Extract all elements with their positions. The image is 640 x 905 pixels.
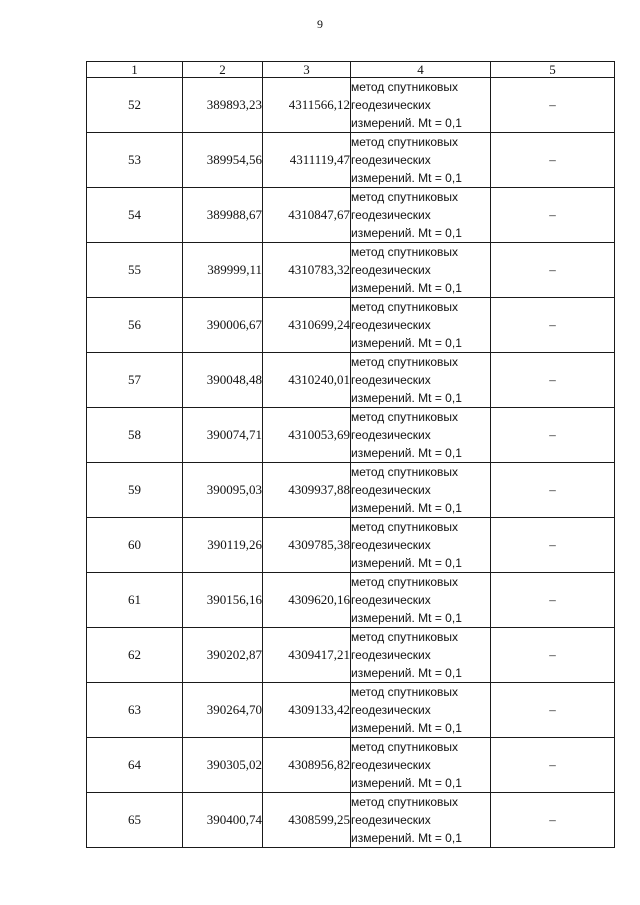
column-header-1: 1: [87, 62, 183, 78]
table-row: [87, 78, 615, 133]
y-coordinate-cell: 4311119,47: [263, 133, 351, 188]
y-coordinate-cell: 4310783,32: [263, 243, 351, 298]
method-line: геодезических: [351, 703, 431, 717]
y-coordinate-cell: 4310053,69: [263, 408, 351, 463]
method-line: измерений. Mt = 0,1: [351, 721, 462, 735]
note-cell: –: [491, 133, 615, 188]
point-number-cell: 63: [87, 683, 183, 738]
method-line: метод спутниковых: [351, 740, 459, 754]
note-cell: –: [491, 683, 615, 738]
method-cell: [351, 78, 491, 133]
method-line: измерений. Mt = 0,1: [351, 556, 462, 570]
method-line: геодезических: [351, 428, 431, 442]
method-line: геодезических: [351, 758, 431, 772]
method-line: измерений. Mt = 0,1: [351, 391, 462, 405]
note-cell: –: [491, 518, 615, 573]
method-line: метод спутниковых: [351, 190, 459, 204]
point-number-cell: 52: [87, 78, 183, 133]
method-line: измерений. Mt = 0,1: [351, 171, 462, 185]
table-row: [87, 298, 615, 353]
y-coordinate-cell: 4309785,38: [263, 518, 351, 573]
table-row: [87, 133, 615, 188]
method-cell: [351, 738, 491, 793]
table-row: [87, 463, 615, 518]
method-line: метод спутниковых: [351, 575, 459, 589]
y-coordinate-cell: 4310847,67: [263, 188, 351, 243]
y-coordinate-cell: 4310240,01: [263, 353, 351, 408]
method-cell: [351, 298, 491, 353]
y-coordinate-cell: 4309133,42: [263, 683, 351, 738]
y-coordinate-cell: 4308956,82: [263, 738, 351, 793]
x-coordinate-cell: 390095,03: [183, 463, 263, 518]
x-coordinate-cell: 390305,02: [183, 738, 263, 793]
table-row: [87, 628, 615, 683]
note-cell: –: [491, 408, 615, 463]
method-line: метод спутниковых: [351, 630, 459, 644]
method-cell: [351, 408, 491, 463]
method-line: геодезических: [351, 153, 431, 167]
method-line: измерений. Mt = 0,1: [351, 336, 462, 350]
method-line: измерений. Mt = 0,1: [351, 666, 462, 680]
method-cell: [351, 628, 491, 683]
point-number-cell: 55: [87, 243, 183, 298]
point-number-cell: 60: [87, 518, 183, 573]
point-number-cell: 59: [87, 463, 183, 518]
x-coordinate-cell: 389999,11: [183, 243, 263, 298]
method-line: метод спутниковых: [351, 795, 459, 809]
point-number-cell: 64: [87, 738, 183, 793]
x-coordinate-cell: 390156,16: [183, 573, 263, 628]
point-number-cell: 58: [87, 408, 183, 463]
point-number-cell: 57: [87, 353, 183, 408]
method-cell: [351, 353, 491, 408]
note-cell: –: [491, 298, 615, 353]
page-number: 9: [317, 17, 323, 31]
table-row: [87, 188, 615, 243]
method-line: геодезических: [351, 813, 431, 827]
table-row: [87, 408, 615, 463]
y-coordinate-cell: 4308599,25: [263, 793, 351, 848]
method-line: метод спутниковых: [351, 300, 459, 314]
method-line: геодезических: [351, 593, 431, 607]
method-line: измерений. Mt = 0,1: [351, 446, 462, 460]
method-cell: [351, 683, 491, 738]
y-coordinate-cell: 4310699,24: [263, 298, 351, 353]
point-number-cell: 61: [87, 573, 183, 628]
column-header-5: 5: [491, 62, 615, 78]
x-coordinate-cell: 390202,87: [183, 628, 263, 683]
method-line: измерений. Mt = 0,1: [351, 776, 462, 790]
table-row: [87, 573, 615, 628]
column-header-4: 4: [351, 62, 491, 78]
method-line: измерений. Mt = 0,1: [351, 116, 462, 130]
note-cell: –: [491, 463, 615, 518]
method-line: измерений. Mt = 0,1: [351, 501, 462, 515]
y-coordinate-cell: 4309937,88: [263, 463, 351, 518]
x-coordinate-cell: 390264,70: [183, 683, 263, 738]
table-body: [87, 78, 615, 848]
method-line: метод спутниковых: [351, 465, 459, 479]
table-row: [87, 518, 615, 573]
note-cell: –: [491, 628, 615, 683]
method-cell: [351, 243, 491, 298]
note-cell: –: [491, 188, 615, 243]
method-cell: [351, 188, 491, 243]
table-row: [87, 683, 615, 738]
table-row: [87, 793, 615, 848]
note-cell: –: [491, 793, 615, 848]
method-line: геодезических: [351, 318, 431, 332]
method-line: геодезических: [351, 648, 431, 662]
method-line: метод спутниковых: [351, 355, 459, 369]
x-coordinate-cell: 390048,48: [183, 353, 263, 408]
x-coordinate-cell: 389988,67: [183, 188, 263, 243]
x-coordinate-cell: 389954,56: [183, 133, 263, 188]
header-row: [87, 62, 615, 78]
y-coordinate-cell: 4311566,12: [263, 78, 351, 133]
method-line: метод спутниковых: [351, 135, 459, 149]
method-line: метод спутниковых: [351, 80, 459, 94]
note-cell: –: [491, 573, 615, 628]
y-coordinate-cell: 4309620,16: [263, 573, 351, 628]
y-coordinate-cell: 4309417,21: [263, 628, 351, 683]
point-number-cell: 53: [87, 133, 183, 188]
method-cell: [351, 518, 491, 573]
note-cell: –: [491, 78, 615, 133]
column-header-2: 2: [183, 62, 263, 78]
note-cell: –: [491, 738, 615, 793]
method-line: метод спутниковых: [351, 520, 459, 534]
method-line: геодезических: [351, 263, 431, 277]
point-number-cell: 65: [87, 793, 183, 848]
method-line: измерений. Mt = 0,1: [351, 226, 462, 240]
method-line: измерений. Mt = 0,1: [351, 281, 462, 295]
method-line: геодезических: [351, 373, 431, 387]
table-header: [87, 62, 615, 78]
method-line: измерений. Mt = 0,1: [351, 831, 462, 845]
method-line: метод спутниковых: [351, 410, 459, 424]
point-number-cell: 56: [87, 298, 183, 353]
point-number-cell: 62: [87, 628, 183, 683]
note-cell: –: [491, 353, 615, 408]
table-row: [87, 243, 615, 298]
method-line: метод спутниковых: [351, 685, 459, 699]
method-cell: [351, 793, 491, 848]
x-coordinate-cell: 390074,71: [183, 408, 263, 463]
coordinates-table: [86, 61, 615, 848]
x-coordinate-cell: 390006,67: [183, 298, 263, 353]
table-row: [87, 738, 615, 793]
point-number-cell: 54: [87, 188, 183, 243]
note-cell: –: [491, 243, 615, 298]
method-line: геодезических: [351, 538, 431, 552]
method-line: метод спутниковых: [351, 245, 459, 259]
method-line: геодезических: [351, 483, 431, 497]
method-cell: [351, 133, 491, 188]
x-coordinate-cell: 390119,26: [183, 518, 263, 573]
x-coordinate-cell: 389893,23: [183, 78, 263, 133]
method-line: геодезических: [351, 208, 431, 222]
method-line: измерений. Mt = 0,1: [351, 611, 462, 625]
method-cell: [351, 463, 491, 518]
x-coordinate-cell: 390400,74: [183, 793, 263, 848]
method-line: геодезических: [351, 98, 431, 112]
method-cell: [351, 573, 491, 628]
column-header-3: 3: [263, 62, 351, 78]
table-row: [87, 353, 615, 408]
